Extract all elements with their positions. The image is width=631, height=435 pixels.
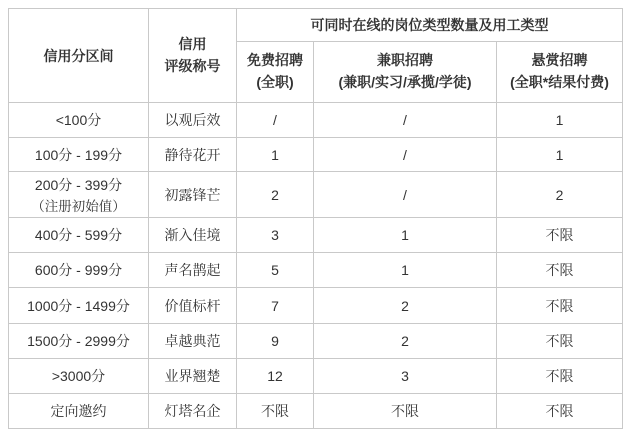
cell-bounty-count: 不限: [497, 253, 623, 288]
cell-free-count: 3: [237, 218, 314, 253]
cell-credit-range: [9, 172, 149, 218]
header-parttime-recruit-line1: 兼职招聘: [377, 52, 433, 69]
cell-bounty-count: 不限: [497, 394, 623, 429]
cell-credit-range: 1000分 - 1499分: [9, 288, 149, 324]
cell-bounty-count: 不限: [497, 324, 623, 359]
header-free-recruit-line2: (全职): [256, 74, 294, 90]
cell-bounty-count: 不限: [497, 359, 623, 394]
header-free-recruit-line1: 免费招聘: [247, 52, 303, 69]
credit-tier-table: [8, 8, 623, 429]
cell-parttime-count: /: [314, 138, 497, 172]
cell-credit-title: 初露锋芒: [149, 172, 237, 218]
cell-free-count: 不限: [237, 394, 314, 429]
cell-credit-title: 卓越典范: [149, 324, 237, 359]
cell-credit-title: 价值标杆: [149, 288, 237, 324]
cell-parttime-count: 1: [314, 253, 497, 288]
cell-free-count: 12: [237, 359, 314, 394]
header-credit-title-line1: 信用: [178, 35, 207, 52]
table-row: [9, 324, 623, 359]
cell-parttime-count: 不限: [314, 394, 497, 429]
cell-credit-title: 以观后效: [149, 103, 237, 138]
table-row: [9, 138, 623, 172]
cell-bounty-count: 2: [497, 172, 623, 218]
header-free-recruit: [237, 42, 314, 103]
cell-free-count: 2: [237, 172, 314, 218]
cell-credit-title: 业界翘楚: [149, 359, 237, 394]
cell-credit-range: >3000分: [9, 359, 149, 394]
cell-free-count: 1: [237, 138, 314, 172]
header-credit-range: 信用分区间: [9, 9, 149, 103]
table-row: [9, 288, 623, 324]
cell-parttime-count: 1: [314, 218, 497, 253]
table-row: [9, 218, 623, 253]
cell-credit-range: 定向邀约: [9, 394, 149, 429]
cell-parttime-count: /: [314, 172, 497, 218]
table-row: [9, 103, 623, 138]
cell-bounty-count: 不限: [497, 218, 623, 253]
table-row: [9, 359, 623, 394]
cell-parttime-count: 3: [314, 359, 497, 394]
cell-credit-title: 静待花开: [149, 138, 237, 172]
cell-credit-range-line1: 200分 - 399分: [34, 176, 123, 193]
table-row: [9, 394, 623, 429]
cell-bounty-count: 1: [497, 103, 623, 138]
cell-bounty-count: 不限: [497, 288, 623, 324]
cell-credit-title: 声名鹊起: [149, 253, 237, 288]
header-bounty-recruit-line2: (全职*结果付费): [510, 74, 609, 90]
table-row: [9, 253, 623, 288]
cell-credit-range: 600分 - 999分: [9, 253, 149, 288]
cell-credit-range-line2: （注册初始值）: [31, 198, 126, 214]
header-credit-title-line2: 评级称号: [164, 57, 221, 74]
cell-credit-range: 100分 - 199分: [9, 138, 149, 172]
cell-credit-title: 灯塔名企: [149, 394, 237, 429]
header-parttime-recruit-line2: (兼职/实习/承揽/学徒): [338, 74, 472, 90]
cell-parttime-count: 2: [314, 324, 497, 359]
header-credit-title: [149, 9, 237, 103]
cell-parttime-count: /: [314, 103, 497, 138]
cell-bounty-count: 1: [497, 138, 623, 172]
table-row: [9, 172, 623, 218]
cell-credit-range: 400分 - 599分: [9, 218, 149, 253]
header-parttime-recruit: [314, 42, 497, 103]
cell-credit-range: 1500分 - 2999分: [9, 324, 149, 359]
cell-free-count: /: [237, 103, 314, 138]
cell-credit-range: <100分: [9, 103, 149, 138]
cell-credit-title: 渐入佳境: [149, 218, 237, 253]
cell-parttime-count: 2: [314, 288, 497, 324]
cell-free-count: 9: [237, 324, 314, 359]
cell-free-count: 7: [237, 288, 314, 324]
header-bounty-recruit-line1: 悬赏招聘: [531, 52, 588, 69]
cell-free-count: 5: [237, 253, 314, 288]
header-bounty-recruit: [497, 42, 623, 103]
header-group-title: 可同时在线的岗位类型数量及用工类型: [237, 9, 623, 42]
